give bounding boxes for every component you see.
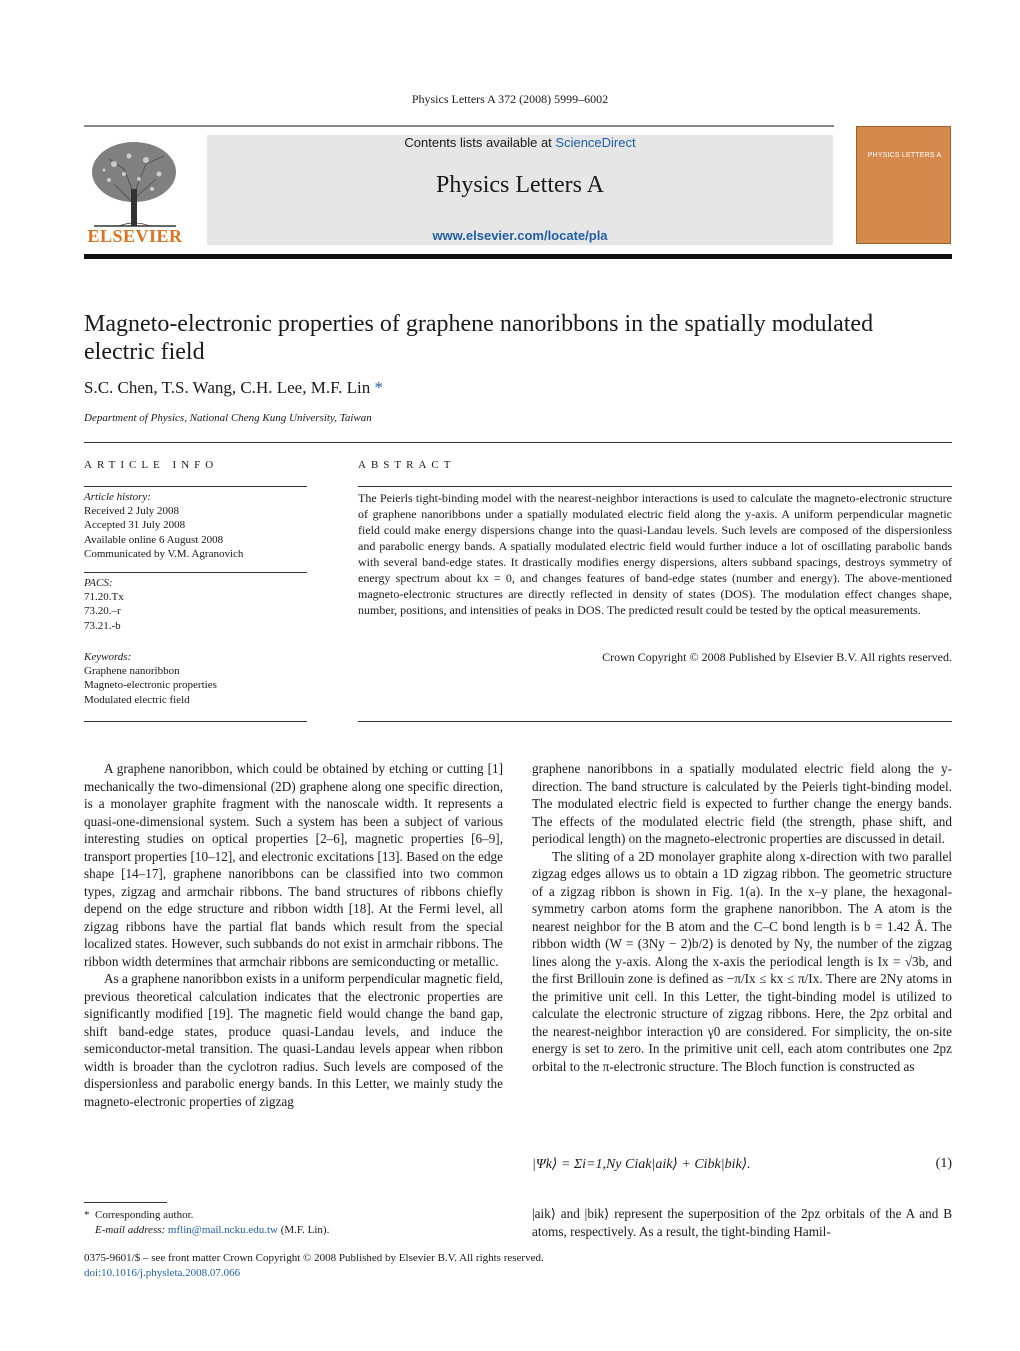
body-paragraph: The sliting of a 2D monolayer graphite along x-direction with two parallel zigzag edges allows us to obtain a 1D zigzag ribbon. The geometric structure of a zigzag ribbon is shown in Fig. 1(a). In the x–y plane, the hexagonal-symmetry carbon atoms form the graphene nanoribbon. The A atom is the nearest neighbor for the B atom and the C–C bond length is b = 1.42 Å. The ribbon width (W = (3Ny − 2)b/2) is denoted by Ny, the number of the zigzag lines along the y-axis. Along the x-axis the periodical length is Ix = √3b, and the first Brillouin zone is defined as −π/Ix ≤ kx ≤ π/Ix. There are 2Ny atoms in the primitive unit cell. In this Letter, the tight-binding model is utilized to calculate the electronic structure of zigzag ribbons. Here, the 2pz orbital and the nearest-neighbor interaction γ0 are considered. For simplicity, the on-site energy is set to zero. In the primitive unit cell, each atom contributes one 2pz orbital to the π-electronic structure. The Bloch function is constructed as <box>532 848 952 1074</box>
keywords-section <box>84 650 307 707</box>
contents-prefix: Contents lists available at <box>404 135 556 150</box>
body-left-column <box>84 760 503 1110</box>
keywords-label: Keywords: <box>84 651 132 663</box>
body-paragraph: graphene nanoribbons in a spatially modulated electric field along the y-direction. The band structure is calculated by the Peierls tight-binding model. The modulated electric field is expected to further change the energy bands. The effects of the modulated electric field (the strength, phase shift, and periodical length) on the magneto-electronic properties are discussed in detail. <box>532 761 952 846</box>
history-received: Received 2 July 2008 <box>84 505 180 518</box>
header-thick-rule <box>84 254 952 259</box>
pacs-code: 71.20.Tx <box>84 591 124 604</box>
author-list <box>84 378 383 398</box>
title-divider <box>84 442 952 443</box>
body-right-column <box>532 760 952 1075</box>
article-info-heading: ARTICLE INFO <box>84 459 219 471</box>
pacs-code: 73.21.-b <box>84 619 121 632</box>
issn-line: 0375-9601/$ – see front matter Crown Copyright © 2008 Published by Elsevier B.V. All rights reserved. <box>84 1252 544 1264</box>
keyword: Magneto-electronic properties <box>84 679 217 692</box>
article-history <box>84 490 307 561</box>
doi-link[interactable]: doi:10.1016/j.physleta.2008.07.066 <box>84 1267 241 1279</box>
keyword: Graphene nanoribbon <box>84 665 180 678</box>
body-paragraph: As a graphene nanoribbon exists in a uniform perpendicular magnetic field, previous theoretical calculation indicates that the electronic properties are significantly modified [19]. The magnetic field would change the band gap, shift band-edge states, produce quasi-Landau levels, and induce the semiconductor-metal transition. The quasi-Landau levels appear when ribbon width is broader than the cyclotron radius. Such levels are composed of the dispersionless and parabolic energy bands. In this Letter, we mainly study the magneto-electronic properties of zigzag <box>84 971 503 1109</box>
cover-title: PHYSICS LETTERS A <box>867 152 942 159</box>
email-label: E-mail address: <box>95 1224 166 1236</box>
authors-text: S.C. Chen, T.S. Wang, C.H. Lee, M.F. Lin <box>84 378 371 397</box>
corresponding-author-mark[interactable]: * <box>374 378 384 397</box>
footnote <box>84 1208 503 1238</box>
history-accepted: Accepted 31 July 2008 <box>84 519 186 532</box>
pacs-section <box>84 576 307 633</box>
equation-1 <box>532 1150 952 1190</box>
body-right-column-continued <box>532 1205 952 1240</box>
abstract-bottom-rule <box>358 721 952 722</box>
abstract-copyright: Crown Copyright © 2008 Published by Elsevier B.V. All rights reserved. <box>602 650 952 664</box>
journal-url-link[interactable]: www.elsevier.com/locate/pla <box>432 228 608 243</box>
email-suffix: (M.F. Lin). <box>280 1224 330 1236</box>
header-divider <box>84 125 834 127</box>
footnote-text: Corresponding author. <box>95 1209 194 1221</box>
equation-number: (1) <box>935 1156 952 1171</box>
info-rule-1 <box>84 486 307 487</box>
email-link[interactable]: mflin@mail.ncku.edu.tw <box>167 1224 278 1236</box>
body-paragraph: |aik⟩ and |bik⟩ represent the superposition of the 2pz orbitals of the A and B atoms, respectively. As a result, the tight-binding Hamil- <box>532 1206 952 1239</box>
body-paragraph: A graphene nanoribbon, which could be obtained by etching or cutting [1] mechanically the two-dimensional (2D) graphene along one specific direction, is a monolayer graphite fragment with the nanoscale width. It represents a quasi-one-dimensional system. Such a system has been a subject of various interesting studies on optical properties [2–6], magnetic properties [6–9], transport properties [10–12], and electronic excitations [13]. Based on the edge shape [14–17], graphene nanoribbons can be classified into two common types, zigzag and armchair ribbons. The band structures of ribbons chiefly depend on the edge structure and ribbon width [18]. At the Fermi level, all zigzag ribbons have the partial flat bands which result from the special localized states. However, such subbands do not exist in armchair ribbons. The ribbon width determines that armchair ribbons are semiconducting or metallic. <box>84 761 503 969</box>
info-rule-2 <box>84 572 307 573</box>
pacs-label: PACS: <box>84 577 113 589</box>
abstract-heading: ABSTRACT <box>358 459 456 471</box>
equation-body: |Ψk⟩ = Σi=1,Ny Ciak|aik⟩ + Cibk|bik⟩. <box>532 1157 751 1172</box>
journal-citation: Physics Letters A 372 (2008) 5999–6002 <box>411 92 609 106</box>
keyword: Modulated electric field <box>84 693 190 706</box>
journal-cover-image <box>856 126 951 244</box>
journal-name: Physics Letters A <box>436 172 604 198</box>
history-label: Article history: <box>84 491 151 503</box>
contents-available-line <box>207 135 833 150</box>
history-online: Available online 6 August 2008 <box>84 533 224 546</box>
info-rule-3 <box>84 721 307 722</box>
abstract-text: The Peierls tight-binding model with the nearest-neighbor interactions is used to calculate the magneto-electronic structure of graphene nanoribbons under a spatially modulated electric field along the y-axis. A uniform perpendicular magnetic field could make energy dispersions change into the quasi-Landau levels. Such levels are composed of the dispersionless and parabolic energy bands. A spatially modulated electric field would further induce a lot of oscillating parabolic bands with several band-edge states. It drastically modifies energy dispersions, alters subband spacings, destroys symmetry of energy spectrum about kx = 0, and changes features of band-edge states (number and energy). The above-mentioned magneto-electronic structures are directly reflected in density of states (DOS). The modulation effect changes shape, number, positions, and intensities of peaks in DOS. The predicted result could be tested by the optical measurements. <box>358 491 952 617</box>
sciencedirect-link[interactable]: ScienceDirect <box>555 135 636 150</box>
pacs-code: 73.20.–r <box>84 605 121 618</box>
footnote-mark: * <box>84 1209 90 1221</box>
affiliation: Department of Physics, National Cheng Kung University, Taiwan <box>84 412 372 424</box>
history-communicated: Communicated by V.M. Agranovich <box>84 547 244 560</box>
elsevier-wordmark: ELSEVIER <box>87 226 183 246</box>
footnote-rule <box>84 1202 167 1203</box>
article-title: Magneto-electronic properties of graphene nanoribbons in the spatially modulated electric field <box>84 311 874 365</box>
abstract-rule <box>358 486 952 487</box>
